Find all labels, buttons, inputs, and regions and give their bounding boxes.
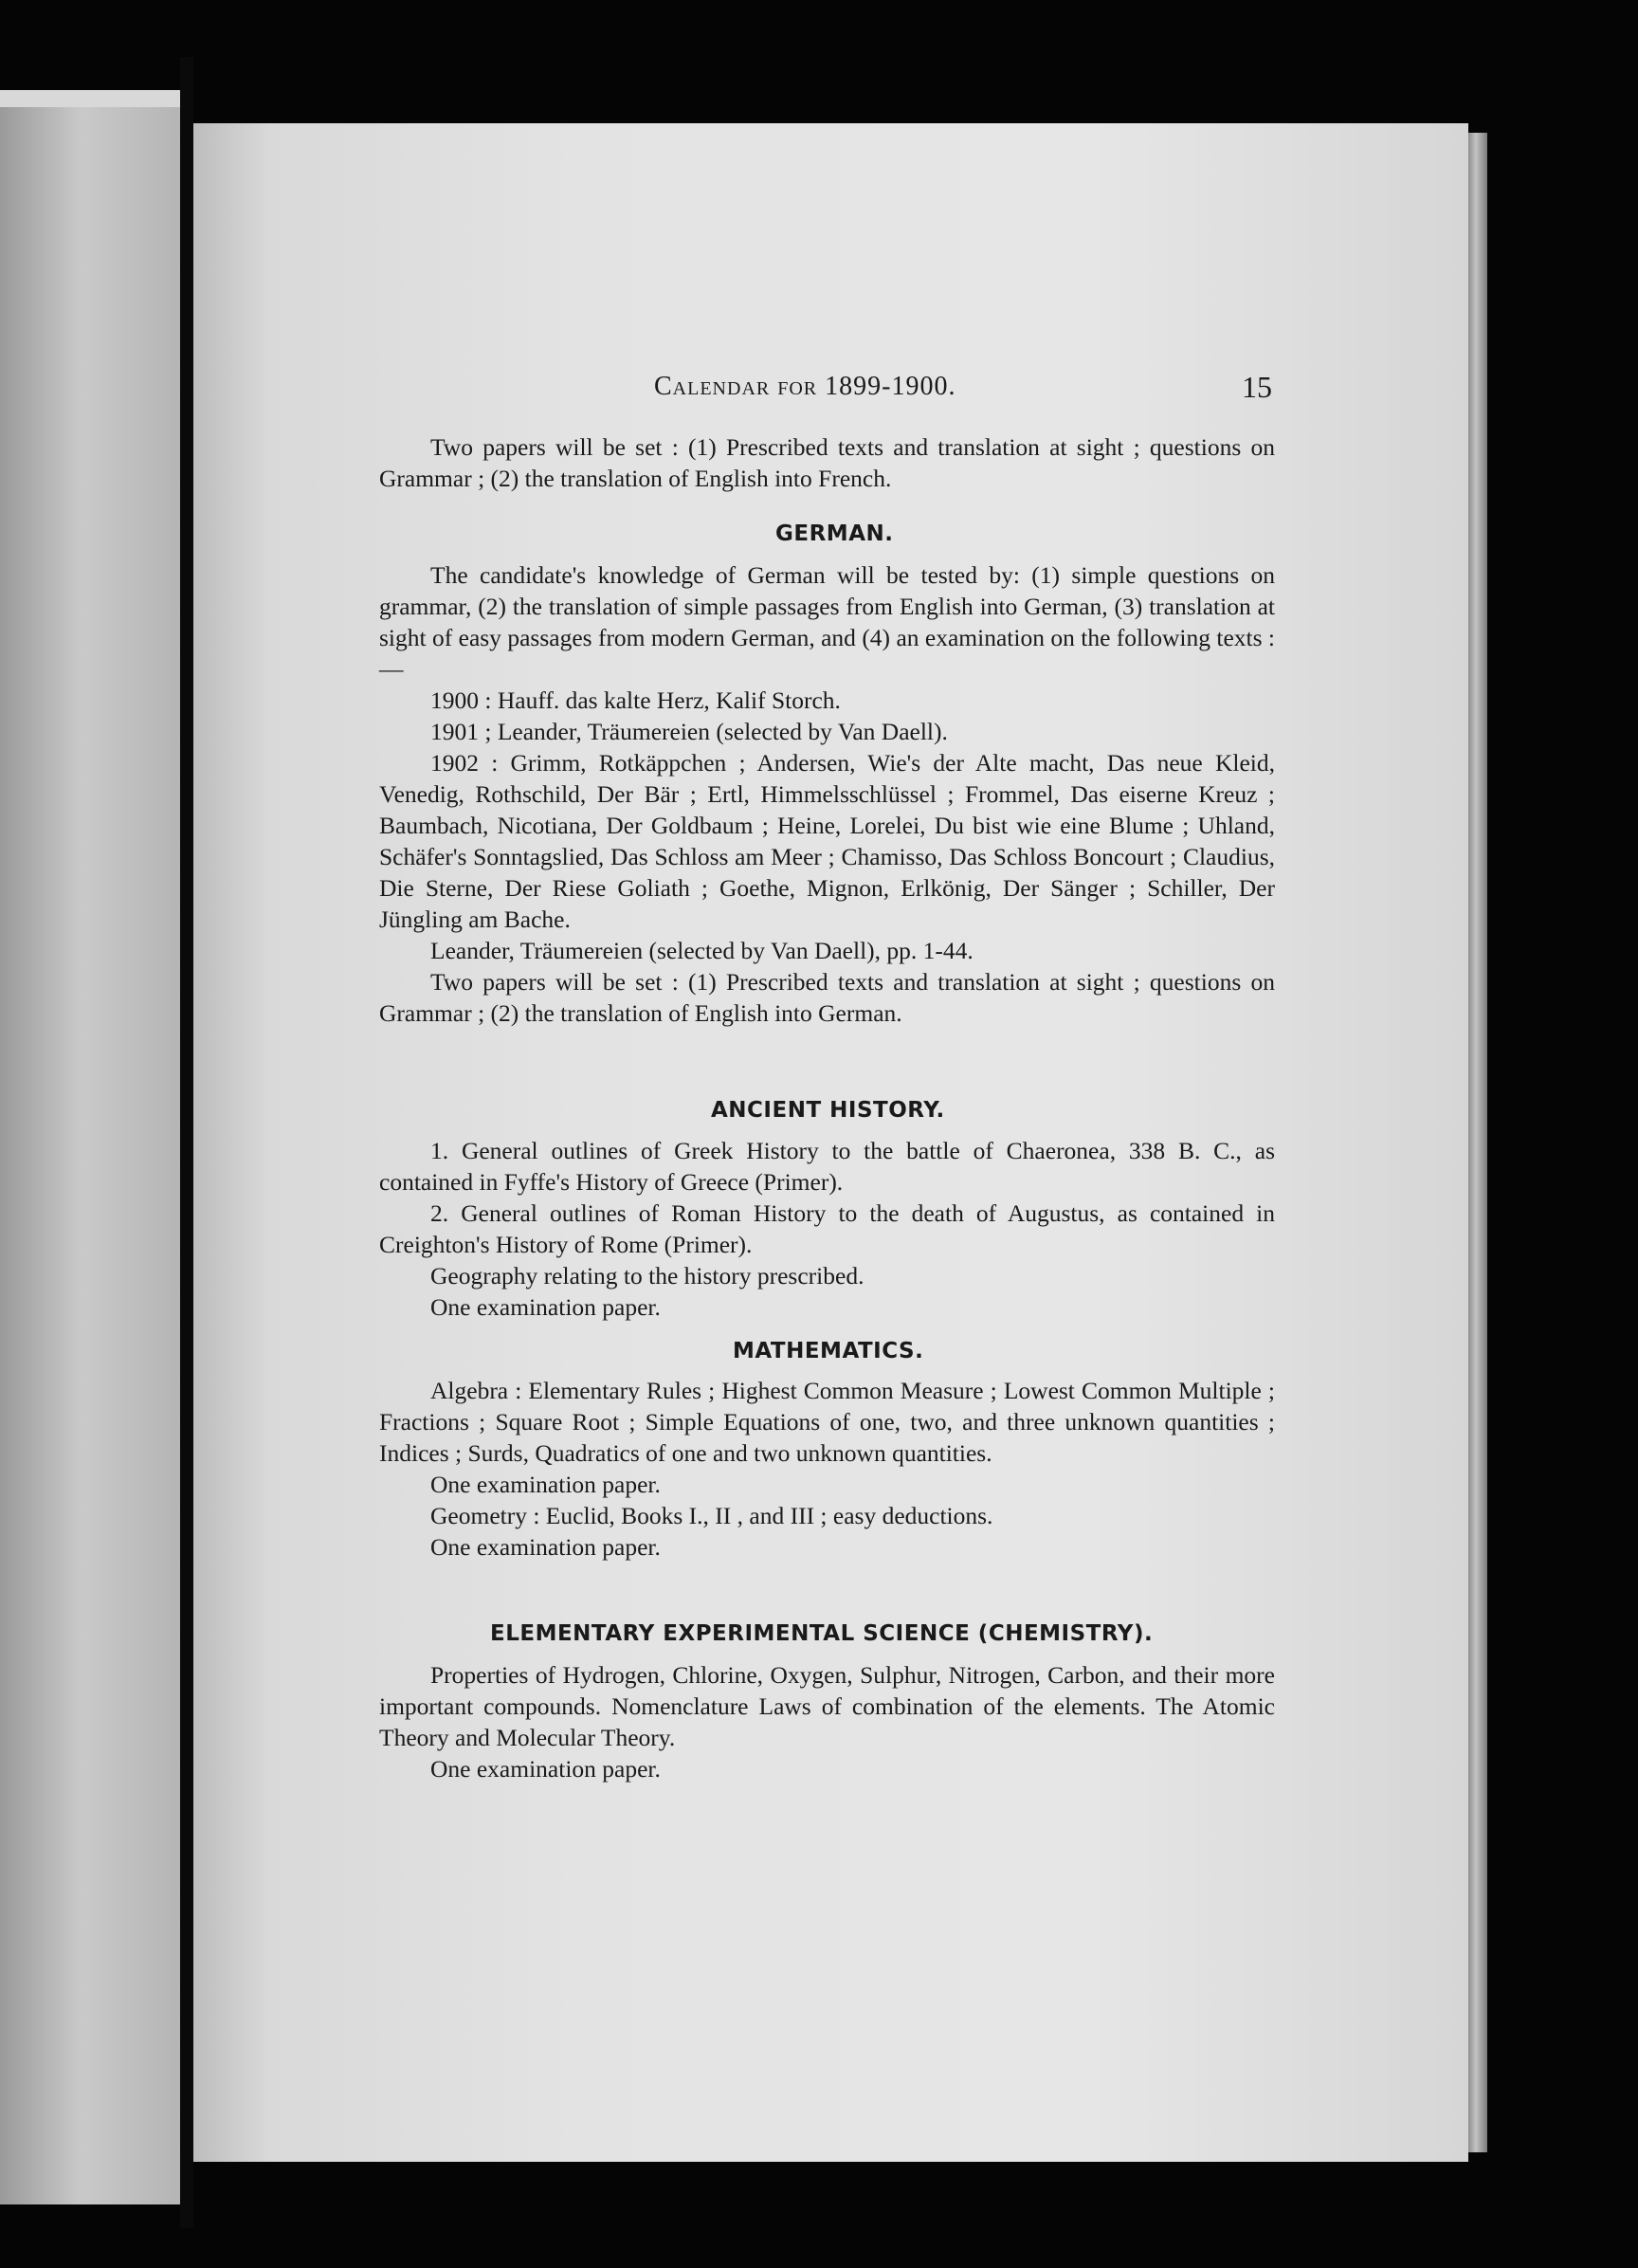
page-number: 15 <box>1242 370 1272 404</box>
book-spine <box>180 57 193 2228</box>
math-geometry: Geometry : Euclid, Books I., II , and III ; easy deductions. <box>430 1502 993 1529</box>
science-section <box>379 1659 1275 1784</box>
facing-page <box>0 90 180 2204</box>
mathematics-section <box>379 1375 1275 1563</box>
german-1902: 1902 : Grimm, Rotkäppchen ; Andersen, Wie's der Alte macht, Das neue Kleid, Venedig, Rothschild, Der Bär ; Ertl, Himmelsschlüssel ; Frommel, Das eiserne Kreuz ; Baumbach, Nicotiana, Der Goldbaum ; Heine, Lorelei, Du bist wie eine Blume ; Uhland, Schäfer's Sonntagslied, Das Schloss am Meer ; Chamisso, Das Schloss Boncourt ; Claudius, Die Sterne, Der Riese Goliath ; Goethe, Mignon, Erlkönig, Der Sänger ; Schiller, Der Jüngling am Bache. <box>379 749 1275 933</box>
science-exam: One examination paper. <box>430 1755 661 1783</box>
math-algebra: Algebra : Elementary Rules ; Highest Common Measure ; Lowest Common Multiple ; Fractions ; Square Root ; Simple Equations of one, two, and three unknown quantities ; Indices ; Surds, Quadratics of one and two unknown quantities. <box>379 1377 1275 1467</box>
ancient-geography: Geography relating to the history prescribed. <box>430 1262 864 1289</box>
ancient-item-2: 2. General outlines of Roman History to the death of Augustus, as contained in Creighton's History of Rome (Primer). <box>379 1199 1275 1258</box>
ancient-history-heading: ANCIENT HISTORY. <box>711 1098 945 1123</box>
running-header: Calendar for 1899-1900. <box>654 372 956 401</box>
ancient-item-1: 1. General outlines of Greek History to the battle of Chaeronea, 338 B. C., as contained in Fyffe's History of Greece (Primer). <box>379 1137 1275 1196</box>
mathematics-heading: MATHEMATICS. <box>733 1339 924 1363</box>
ancient-exam: One examination paper. <box>430 1293 661 1321</box>
german-1900: 1900 : Hauff. das kalte Herz, Kalif Storch. <box>430 686 841 714</box>
science-heading: ELEMENTARY EXPERIMENTAL SCIENCE (CHEMISTRY). <box>490 1621 1154 1646</box>
math-exam-1: One examination paper. <box>430 1471 661 1498</box>
german-leander: Leander, Träumereien (selected by Van Daell), pp. 1-44. <box>430 937 974 964</box>
math-exam-2: One examination paper. <box>430 1533 661 1561</box>
german-heading: GERMAN. <box>775 521 894 546</box>
german-1901: 1901 ; Leander, Träumereien (selected by Van Daell). <box>430 718 948 745</box>
facing-page-edge <box>0 90 180 107</box>
german-intro: The candidate's knowledge of German will be tested by: (1) simple questions on grammar, (2) the translation of simple passages from English into German, (3) translation at sight of easy passages from modern German, and (4) an examination on the following texts :— <box>379 561 1275 683</box>
french-papers-text: Two papers will be set : (1) Prescribed texts and translation at sight ; questions on Grammar ; (2) the translation of English into French. <box>379 433 1275 492</box>
german-section <box>379 559 1275 1029</box>
french-papers-block <box>379 431 1275 494</box>
german-papers: Two papers will be set : (1) Prescribed texts and translation at sight ; questions on Grammar ; (2) the translation of English into German. <box>379 968 1275 1027</box>
page-fore-edge <box>1468 133 1487 2152</box>
science-body: Properties of Hydrogen, Chlorine, Oxygen, Sulphur, Nitrogen, Carbon, and their more important compounds. Nomenclature Laws of combination of the elements. The Atomic Theory and Molecular Theory. <box>379 1661 1275 1751</box>
ancient-history-section <box>379 1135 1275 1323</box>
